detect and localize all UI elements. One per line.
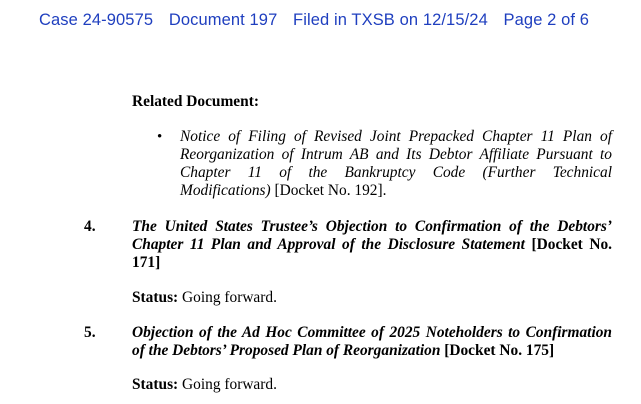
status-value: Going forward. — [182, 376, 277, 393]
header-page: Page 2 of 6 — [503, 11, 590, 29]
header-filed: Filed in TXSB on 12/15/24 — [293, 11, 488, 29]
item-number: 4. — [84, 218, 96, 235]
agenda-item-title — [132, 324, 612, 360]
item-number: 5. — [84, 324, 96, 341]
item-status — [132, 289, 277, 307]
status-value: Going forward. — [182, 289, 277, 306]
page-header — [39, 11, 589, 30]
header-document: Document 197 — [168, 11, 278, 29]
related-document-title: Notice of Filing of Revised Joint Prepacked Chapter 11 Plan of Reorganization of Intrum AB and Its Debtor Affiliate Pursuant to Chapter 11 of the Bankruptcy Code (Further Technical Modifications) — [180, 128, 612, 199]
item-title-text: Objection of the Ad Hoc Committee of 2025 Noteholders to Confirmation of the Debtors’ Proposed Plan of Reorganization — [132, 324, 612, 359]
item-docket: [Docket No. 171] — [132, 236, 612, 271]
item-status — [132, 376, 277, 394]
status-label: Status: — [132, 289, 179, 306]
header-case: Case 24-90575 — [39, 11, 154, 29]
agenda-item-title — [132, 218, 612, 272]
related-document-heading: Related Document: — [132, 93, 259, 110]
related-document-docket: [Docket No. 192]. — [274, 182, 387, 199]
item-docket: [Docket No. 175] — [444, 342, 555, 359]
item-title-text: The United States Trustee’s Objection to Confirmation of the Debtors’ Chapter 11 Plan and Approval of the Disclosure Statement — [132, 218, 612, 253]
status-label: Status: — [132, 376, 179, 393]
bullet-marker: • — [157, 129, 163, 145]
related-document-item — [180, 128, 612, 200]
